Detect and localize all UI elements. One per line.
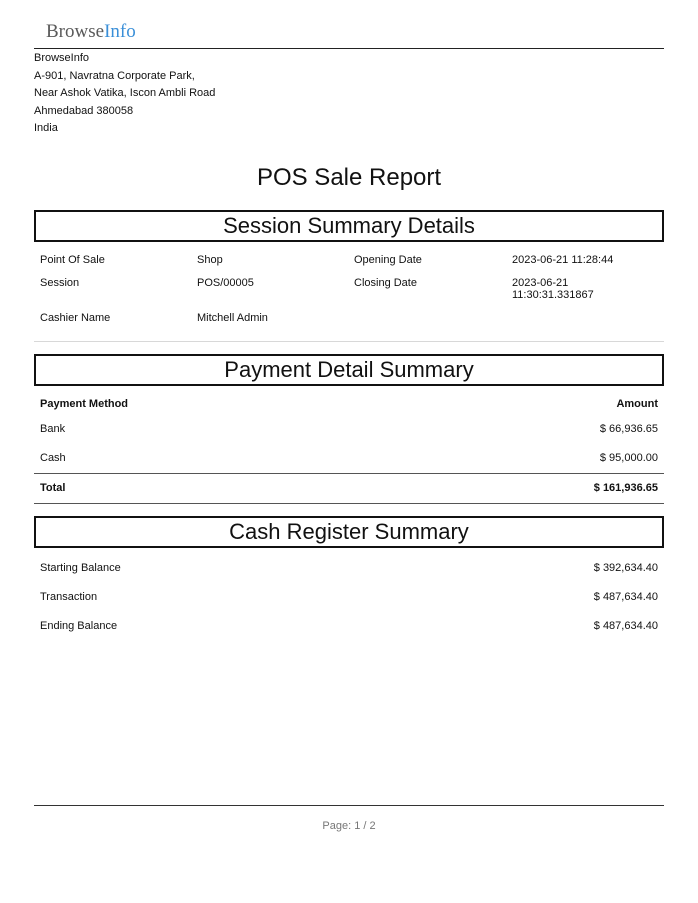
payment-method-cash: Cash [40,452,66,464]
total-bottom-divider [34,503,664,504]
payment-method-header: Payment Method [40,398,129,410]
session-summary-heading: Session Summary Details [34,210,664,242]
address-country: India [34,122,58,134]
closing-date-value-date: 2023-06-21 [512,277,569,289]
opening-date-label: Opening Date [354,254,422,266]
header-divider [34,48,664,49]
address-line-2: Near Ashok Vatika, Iscon Ambli Road [34,87,216,99]
ending-balance-label: Ending Balance [40,620,118,632]
address-line-1: A-901, Navratna Corporate Park, [34,69,195,82]
page-number: Page: 1 / 2 [322,820,376,832]
cashier-name-value: Mitchell Admin [197,312,268,324]
company-address [34,50,215,138]
footer-divider [34,805,664,806]
cash-register-heading: Cash Register Summary [34,516,664,548]
payment-summary-heading: Payment Detail Summary [34,354,664,386]
company-name: BrowseInfo [34,52,90,64]
cashier-name-label: Cashier Name [40,312,111,324]
session-label: Session [40,277,80,289]
total-amount: $ 161,936.65 [593,482,658,494]
logo-text-info: Info [104,21,136,42]
total-top-divider [34,473,664,474]
opening-date-value: 2023-06-21 11:28:44 [512,254,614,266]
point-of-sale-value: Shop [197,254,223,266]
address-city-zip: Ahmedabad 380058 [34,104,134,117]
point-of-sale-label: Point Of Sale [40,254,105,266]
report-title: POS Sale Report [256,164,442,191]
session-value: POS/00005 [197,277,254,289]
payment-method-bank: Bank [40,423,66,435]
payment-amount-cash: $ 95,000.00 [599,452,658,464]
logo-text-browse: Browse [46,21,105,42]
starting-balance-label: Starting Balance [40,562,121,574]
transaction-label: Transaction [40,591,98,603]
total-label: Total [40,482,66,494]
session-divider [34,341,664,342]
starting-balance-amount: $ 392,634.40 [593,562,658,574]
amount-header: Amount [616,398,658,410]
payment-amount-bank: $ 66,936.65 [599,423,658,435]
browseinfo-logo [46,20,136,44]
ending-balance-amount: $ 487,634.40 [593,620,658,632]
closing-date-value-time: 11:30:31.331867 [512,289,594,301]
closing-date-label: Closing Date [354,277,417,289]
transaction-amount: $ 487,634.40 [593,591,658,603]
